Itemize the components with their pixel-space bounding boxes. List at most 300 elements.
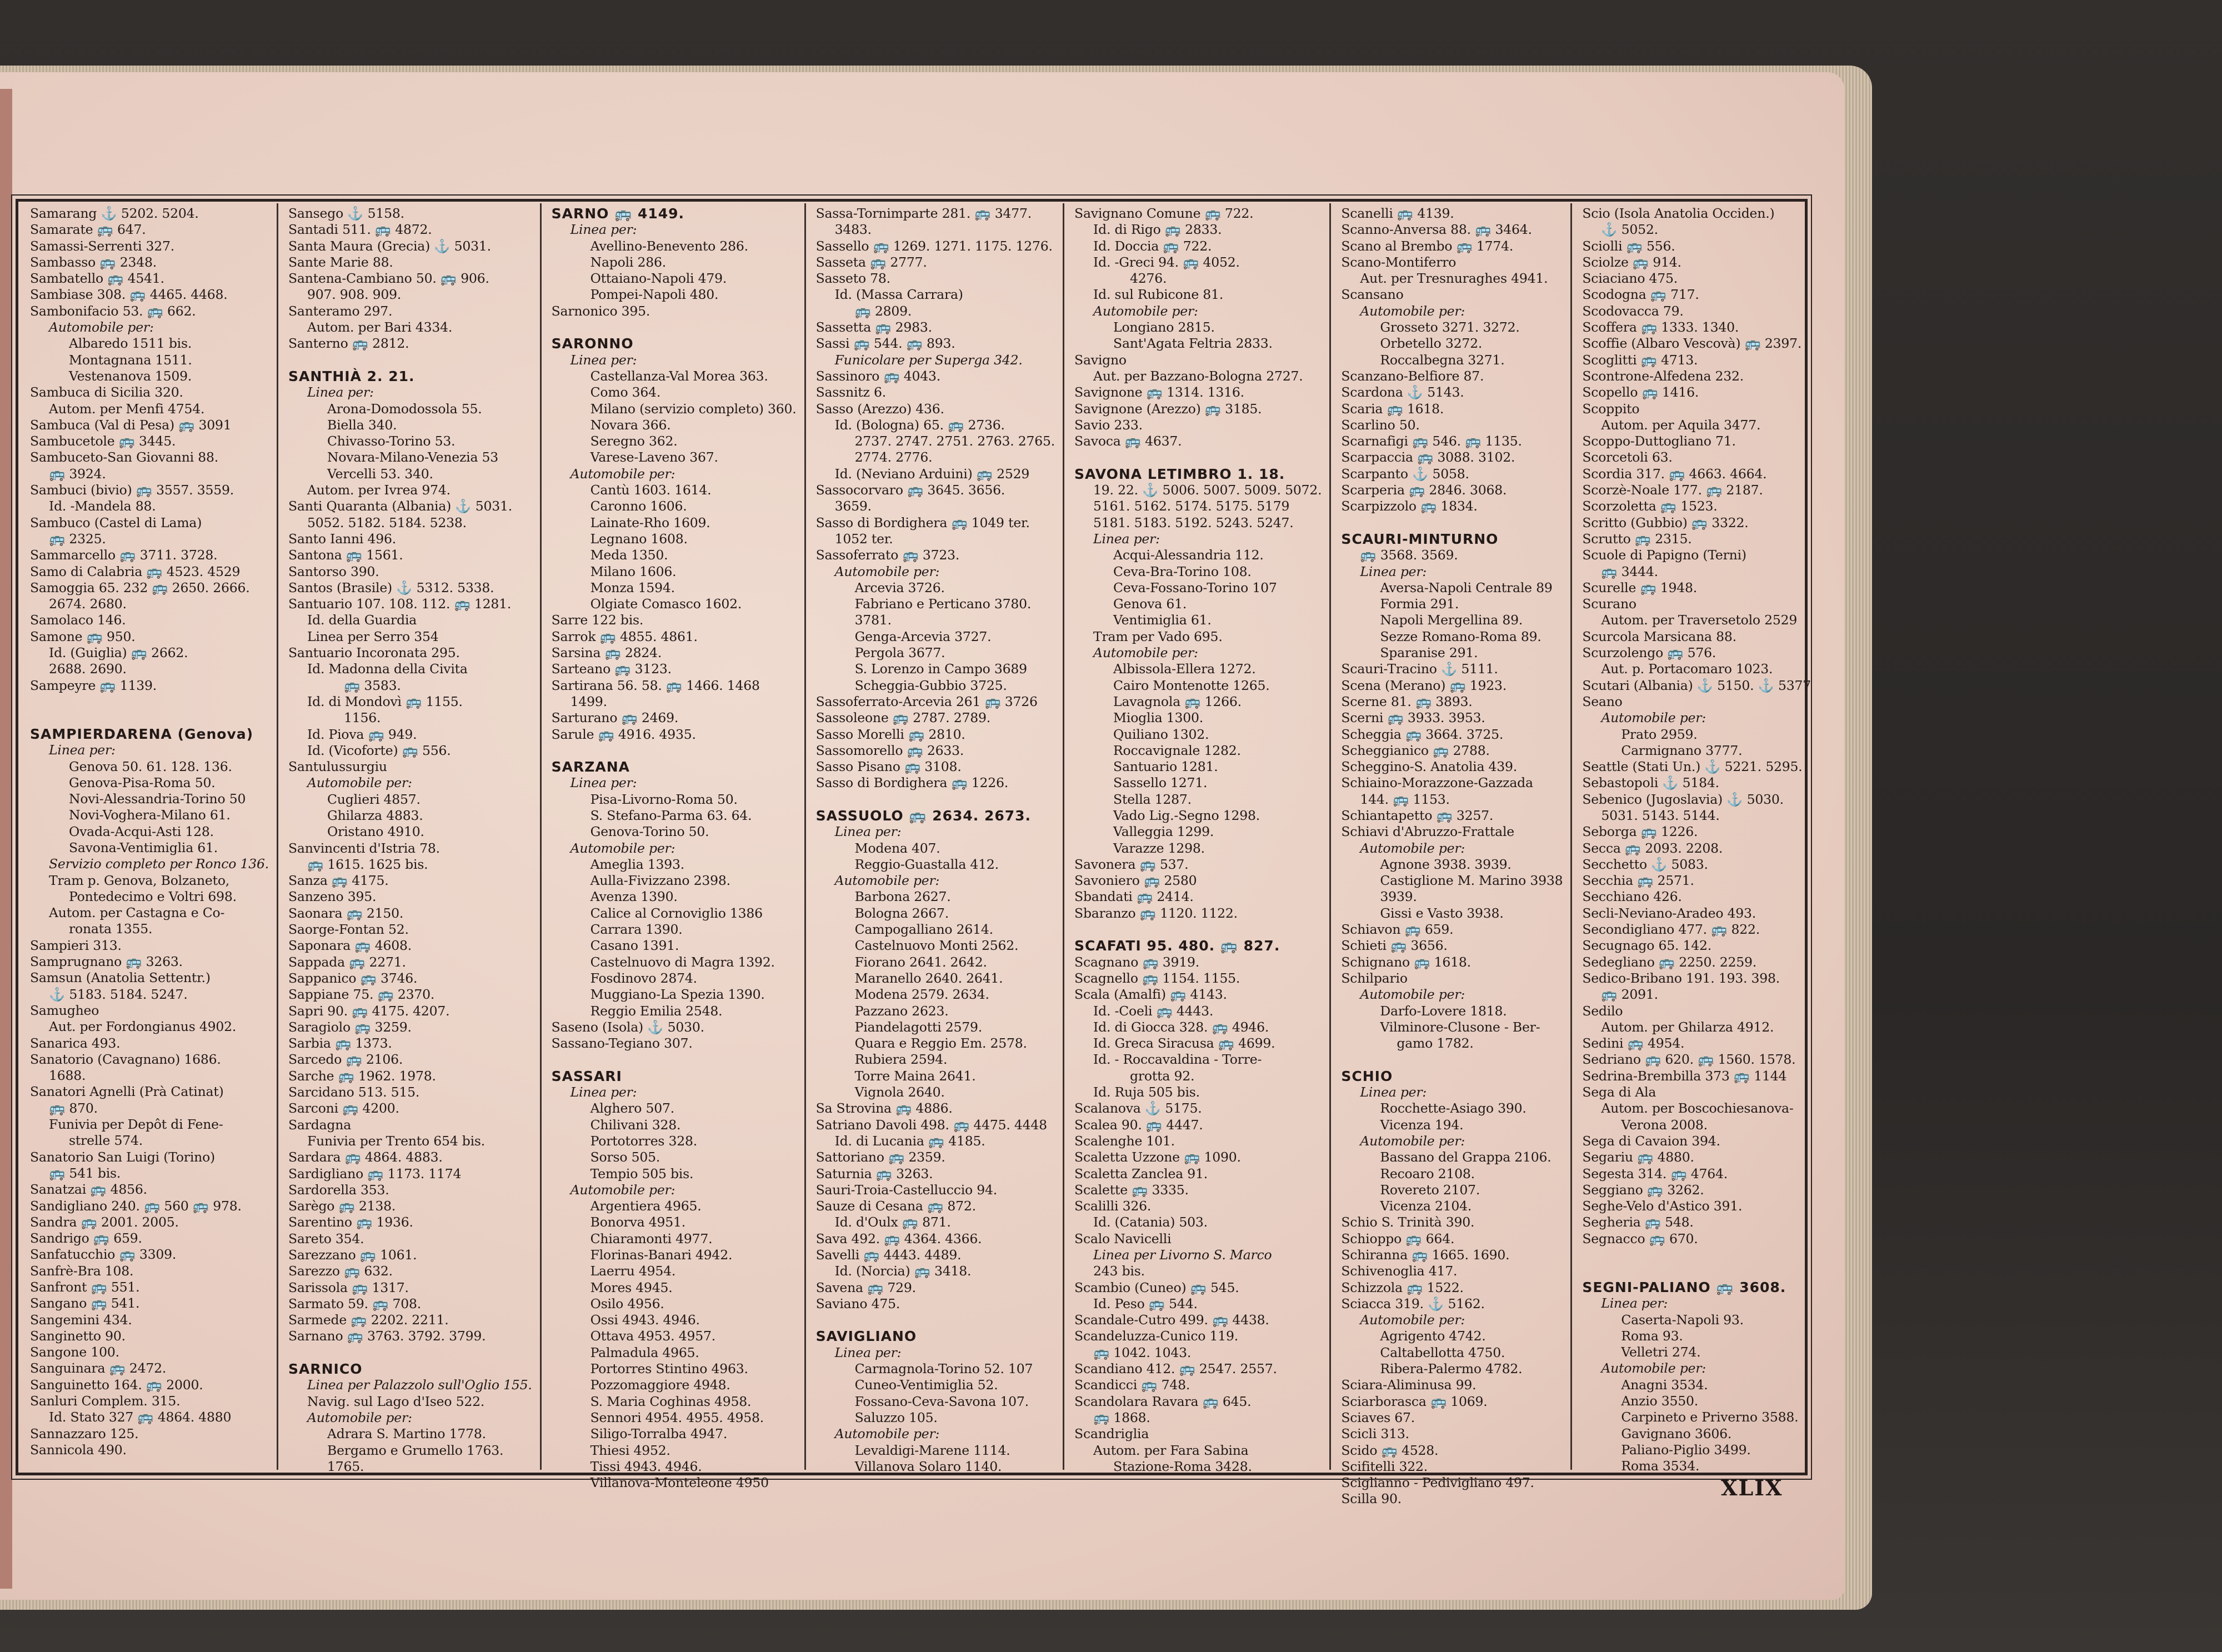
- index-entry: Sedini 🚌 4954.: [1582, 1035, 1685, 1052]
- index-entry: Sarezzo 🚌 632.: [288, 1263, 393, 1279]
- index-entry: Sanvincenti d'Istria 78.: [288, 840, 440, 856]
- index-entry: 5031. 5143. 5144.: [1601, 807, 1720, 823]
- index-entry: Pisa-Livorno-Roma 50.: [590, 791, 738, 807]
- index-entry: Segariu 🚌 4880.: [1582, 1149, 1694, 1165]
- index-entry: Bergamo e Grumello 1763.: [327, 1442, 504, 1458]
- index-entry: Sannazzaro 125.: [30, 1425, 139, 1441]
- index-entry: Automobile per:: [834, 563, 940, 579]
- index-entry: Automobile per:: [570, 1182, 675, 1198]
- index-entry: Linea per Livorno S. Marco: [1093, 1247, 1272, 1263]
- index-column-6: [1331, 203, 1572, 1507]
- index-entry: Linea per:: [570, 775, 637, 791]
- index-entry: Scalette 🚌 3335.: [1074, 1182, 1189, 1198]
- index-entry: Albissola-Ellera 1272.: [1113, 661, 1256, 677]
- index-entry: Arcevia 3726.: [854, 579, 945, 595]
- index-entry: Castelnuovo di Magra 1392.: [590, 954, 775, 970]
- index-entry: Sambuca (Val di Pesa) 🚌 3091: [30, 417, 232, 433]
- index-entry: Villanova Solaro 1140.: [854, 1458, 1002, 1474]
- index-entry: Ovada-Acqui-Asti 128.: [69, 823, 214, 839]
- index-entry: Scaletta Uzzone 🚌 1090.: [1074, 1149, 1241, 1165]
- index-entry: 2737. 2747. 2751. 2763. 2765.: [854, 433, 1055, 449]
- index-entry: Sassomorello 🚌 2633.: [815, 742, 964, 758]
- index-entry: Automobile per:: [1360, 1133, 1465, 1149]
- index-entry: Secchia 🚌 2571.: [1582, 873, 1694, 889]
- index-entry: Novi-Voghera-Milano 61.: [69, 807, 231, 823]
- index-entry: 3781.: [854, 612, 892, 628]
- index-entry: Sanfatucchio 🚌 3309.: [30, 1246, 177, 1263]
- index-entry: Savoniero 🚌 2580: [1074, 873, 1197, 889]
- index-entry: Aversa-Napoli Centrale 89: [1380, 579, 1553, 595]
- index-entry: Scano-Montiferro: [1341, 254, 1457, 270]
- index-entry: Sciolze 🚌 914.: [1582, 254, 1681, 270]
- index-entry: Samassi-Serrenti 327.: [30, 238, 175, 254]
- index-entry: Stella 1287.: [1113, 791, 1192, 807]
- index-entry: Scheggia-Gubbio 3725.: [854, 677, 1007, 693]
- index-entry: Ceva-Fossano-Torino 107: [1113, 579, 1277, 595]
- index-entry: Sassinoro 🚌 4043.: [815, 368, 941, 384]
- index-entry: Savonera 🚌 537.: [1074, 856, 1189, 872]
- index-entry: Sorso 505.: [590, 1149, 660, 1165]
- index-entry: Aut. per Bazzano-Bologna 2727.: [1093, 368, 1303, 384]
- index-entry: Scheggianico 🚌 2788.: [1341, 742, 1490, 758]
- station-heading: SCAURI-MINTURNO: [1341, 530, 1499, 547]
- index-entry: Cuglieri 4857.: [327, 791, 421, 807]
- index-entry: Scopello 🚌 1416.: [1582, 384, 1699, 401]
- page-number: XLIX: [1721, 1475, 1783, 1500]
- index-entry: Samo di Calabria 🚌 4523. 4529: [30, 563, 241, 579]
- index-entry: Id. Stato 327 🚌 4864. 4880: [49, 1409, 232, 1425]
- index-entry: Quara e Reggio Em. 2578.: [854, 1035, 1027, 1052]
- index-entry: Sanluri Complem. 315.: [30, 1393, 181, 1409]
- index-entry: 243 bis.: [1093, 1263, 1145, 1279]
- index-entry: Linea per:: [1093, 530, 1160, 547]
- index-entry: Santadi 511. 🚌 4872.: [288, 222, 432, 238]
- index-entry: Novara-Milano-Venezia 53: [327, 449, 499, 465]
- index-entry: Ottava 4953. 4957.: [590, 1328, 715, 1344]
- index-entry: Santi Quaranta (Albania) ⚓ 5031.: [288, 498, 513, 514]
- index-entry: Scoppito: [1582, 401, 1640, 417]
- index-entry: Seborga 🚌 1226.: [1582, 824, 1698, 840]
- index-entry: Scerni 🚌 3933. 3953.: [1341, 710, 1485, 726]
- index-entry: Agnone 3938. 3939.: [1380, 856, 1512, 872]
- index-entry: Sambuca di Sicilia 320.: [30, 384, 183, 401]
- index-entry: Scoppo-Duttogliano 71.: [1582, 433, 1736, 449]
- index-entry: Secchetto ⚓ 5083.: [1582, 856, 1708, 872]
- index-entry: Sasso Morelli 🚌 2810.: [815, 726, 965, 742]
- index-entry: Reggio-Guastalla 412.: [854, 856, 999, 872]
- index-entry: Id. Piova 🚌 949.: [307, 726, 417, 742]
- index-entry: Sega di Cavaion 394.: [1582, 1133, 1720, 1149]
- index-entry: Sangemini 434.: [30, 1311, 132, 1328]
- index-entry: Scontrone-Alfedena 232.: [1582, 368, 1744, 384]
- index-entry: Napoli Mergellina 89.: [1380, 612, 1523, 628]
- index-entry: Segheria 🚌 548.: [1582, 1214, 1694, 1230]
- index-entry: Secchiano 426.: [1582, 889, 1682, 905]
- index-entry: Linea per:: [1360, 1084, 1427, 1100]
- index-entry: Genova-Torino 50.: [590, 824, 709, 840]
- spacer: [1582, 1247, 1811, 1279]
- index-entry: Anzio 3550.: [1621, 1393, 1699, 1409]
- index-entry: Genova 50. 61. 128. 136.: [69, 758, 232, 774]
- index-entry: Vilminore-Clusone - Ber-: [1380, 1019, 1540, 1035]
- index-entry: Schilpario: [1341, 970, 1408, 986]
- station-heading: SCHIO: [1341, 1068, 1393, 1084]
- index-entry: strelle 574.: [69, 1133, 143, 1149]
- index-entry: Sassello 🚌 1269. 1271. 1175. 1276.: [815, 238, 1053, 254]
- index-entry: Sappada 🚌 2271.: [288, 954, 406, 970]
- index-entry: Autom. per Castagna e Co-: [49, 905, 225, 921]
- index-entry: Sattoriano 🚌 2359.: [815, 1149, 945, 1165]
- index-entry: Cairo Montenotte 1265.: [1113, 677, 1270, 693]
- index-entry: Savona-Ventimiglia 61.: [69, 839, 218, 855]
- index-entry: Savena 🚌 729.: [815, 1279, 916, 1295]
- index-entry: Scalea 90. 🚌 4447.: [1074, 1117, 1203, 1133]
- index-entry: 5161. 5162. 5174. 5175. 5179: [1093, 498, 1290, 514]
- index-entry: Automobile per:: [1601, 710, 1706, 726]
- station-heading: SARNO 🚌 4149.: [551, 206, 685, 222]
- index-entry: Calice al Cornoviglio 1386: [590, 905, 763, 921]
- index-entry: Scido 🚌 4528.: [1341, 1442, 1439, 1458]
- index-entry: 🚌 3444.: [1601, 563, 1658, 579]
- index-entry: 2674. 2680.: [49, 596, 127, 612]
- index-entry: Sareto 354.: [288, 1230, 364, 1246]
- index-entry: Monza 1594.: [590, 579, 675, 595]
- index-entry: Autom. per Boscochiesanova-: [1601, 1100, 1794, 1117]
- index-entry: Stazione-Roma 3428.: [1113, 1458, 1252, 1474]
- index-entry: Id. Doccia 🚌 722.: [1093, 238, 1212, 254]
- index-entry: Autom. per Ivrea 974.: [307, 482, 451, 498]
- index-entry: Sassello 1271.: [1113, 775, 1208, 791]
- index-entry: Verona 2008.: [1621, 1117, 1708, 1133]
- index-entry: Sambuci (bivio) 🚌 3557. 3559.: [30, 482, 234, 498]
- index-entry: Albaredo 1511 bis.: [69, 336, 192, 352]
- index-entry: Florinas-Banari 4942.: [590, 1247, 733, 1263]
- index-entry: Aut. per Tresnuraghes 4941.: [1360, 271, 1548, 287]
- spacer: [552, 743, 797, 759]
- index-entry: Seano: [1582, 693, 1623, 709]
- spacer: [552, 1052, 797, 1068]
- index-entry: Vicenza 2104.: [1380, 1198, 1472, 1214]
- index-entry: Sarrok 🚌 4855. 4861.: [551, 628, 698, 644]
- index-entry: Rovereto 2107.: [1380, 1182, 1480, 1198]
- index-entry: Scarpaccia 🚌 3088. 3102.: [1341, 449, 1515, 465]
- station-heading: SARNICO: [288, 1361, 363, 1378]
- index-entry: Tissi 4943. 4946.: [590, 1458, 702, 1474]
- index-entry: Sasseto 78.: [815, 271, 890, 287]
- index-entry: 🚌 1615. 1625 bis.: [307, 856, 428, 872]
- index-entry: Id. Madonna della Civita: [307, 661, 468, 677]
- index-entry: S. Maria Coghinas 4958.: [590, 1393, 752, 1409]
- index-entry: 2774. 2776.: [854, 449, 933, 465]
- index-entry: Scuole di Papigno (Terni): [1582, 547, 1746, 563]
- index-entry: 1765.: [327, 1458, 364, 1474]
- index-entry: Santeramo 297.: [288, 303, 393, 319]
- index-entry: Linea per:: [570, 352, 637, 368]
- index-entry: Modena 407.: [854, 840, 940, 856]
- index-entry: Sarnano 🚌 3763. 3792. 3799.: [288, 1328, 486, 1344]
- index-entry: Linea per:: [49, 742, 116, 758]
- spacer: [552, 319, 797, 336]
- index-entry: 🚌 541 bis.: [49, 1165, 121, 1181]
- index-entry: Chivasso-Torino 53.: [327, 433, 456, 449]
- index-entry: 🚌 3583.: [344, 677, 401, 693]
- index-entry: Varese-Laveno 367.: [590, 449, 718, 465]
- index-entry: Automobile per:: [49, 319, 154, 336]
- index-entry: Savigno: [1074, 352, 1127, 368]
- index-entry: 1052 ter.: [834, 530, 893, 547]
- index-entry: Sedico-Bribano 191. 193. 398.: [1582, 970, 1780, 986]
- index-entry: Oristano 4910.: [327, 824, 424, 840]
- index-entry: Paliano-Piglio 3499.: [1621, 1441, 1751, 1458]
- index-entry: Palmadula 4965.: [590, 1344, 699, 1360]
- index-entry: Id. -Greci 94. 🚌 4052.: [1093, 254, 1240, 270]
- index-entry: Avenza 1390.: [590, 889, 678, 905]
- index-entry: Sanzeno 395.: [288, 889, 377, 905]
- index-entry: Automobile per:: [570, 465, 675, 482]
- index-entry: Scambio (Cuneo) 🚌 545.: [1074, 1279, 1239, 1295]
- station-heading: SAVIGLIANO: [815, 1328, 917, 1345]
- index-entry: Muggiano-La Spezia 1390.: [590, 987, 765, 1003]
- index-entry: Ossi 4943. 4946.: [590, 1312, 700, 1328]
- index-entry: Automobile per:: [834, 873, 940, 889]
- index-entry: Scarperia 🚌 2846. 3068.: [1341, 482, 1507, 498]
- index-entry: Saseno (Isola) ⚓ 5030.: [551, 1019, 704, 1035]
- index-entry: Formia 291.: [1380, 596, 1459, 612]
- index-entry: Sciaciano 475.: [1582, 271, 1678, 287]
- index-entry: Fossano-Ceva-Savona 107.: [854, 1393, 1029, 1409]
- index-entry: Santo Ianni 496.: [288, 530, 396, 547]
- index-entry: Sennori 4954. 4955. 4958.: [590, 1409, 764, 1425]
- station-heading: SASSUOLO 🚌 2634. 2673.: [815, 807, 1032, 824]
- index-entry: Varazze 1298.: [1113, 840, 1205, 856]
- index-entry: Orbetello 3272.: [1380, 336, 1483, 352]
- index-entry: Santuario Incoronata 295.: [288, 645, 460, 661]
- station-heading: SAVONA LETIMBRO 1. 18.: [1074, 465, 1285, 482]
- index-entry: Id. (Catania) 503.: [1093, 1214, 1208, 1230]
- index-entry: Secli-Neviano-Aradeo 493.: [1582, 905, 1756, 921]
- index-entry: Sedriano 🚌 620. 🚌 1560. 1578.: [1582, 1052, 1796, 1068]
- index-entry: Sannicola 490.: [30, 1441, 127, 1458]
- index-entry: Darfo-Lovere 1818.: [1380, 1003, 1507, 1019]
- index-entry: Sampieri 313.: [30, 937, 122, 953]
- index-entry: Automobile per:: [1093, 303, 1198, 319]
- index-entry: 🚌 1042. 1043.: [1093, 1344, 1192, 1360]
- index-entry: Rubiera 2594.: [854, 1052, 948, 1068]
- index-entry: Autom. per Traversetolo 2529: [1601, 612, 1798, 628]
- index-entry: Sciolli 🚌 556.: [1582, 238, 1675, 254]
- index-entry: Sandra 🚌 2001. 2005.: [30, 1214, 179, 1230]
- index-entry: Sauze di Cesana 🚌 872.: [815, 1198, 976, 1214]
- index-entry: Reggio Emilia 2548.: [590, 1003, 723, 1019]
- index-entry: Sambuceto-San Giovanni 88.: [30, 449, 219, 465]
- spacer: [1074, 922, 1322, 938]
- index-entry: Sanatori Agnelli (Prà Catinat): [30, 1084, 224, 1100]
- index-entry: Laerru 4954.: [590, 1263, 676, 1279]
- index-entry: Saluzzo 105.: [854, 1409, 938, 1425]
- index-entry: Sanza 🚌 4175.: [288, 873, 389, 889]
- index-entry: Scurzolengo 🚌 576.: [1582, 645, 1716, 661]
- index-entry: Sebastopoli ⚓ 5184.: [1582, 775, 1719, 791]
- index-entry: Bologna 2667.: [854, 905, 949, 921]
- index-entry: Autom. per Menfi 4754.: [49, 401, 205, 417]
- index-entry: Sciarborasca 🚌 1069.: [1341, 1393, 1488, 1409]
- index-entry: Siligo-Torralba 4947.: [590, 1426, 728, 1442]
- index-entry: 🚌 2809.: [854, 303, 912, 319]
- index-entry: Cantù 1603. 1614.: [590, 482, 712, 498]
- index-entry: Sasseta 🚌 2777.: [815, 254, 927, 270]
- index-entry: Automobile per:: [307, 775, 412, 791]
- index-entry: Recoaro 2108.: [1380, 1165, 1475, 1182]
- index-entry: Sauri-Troia-Castelluccio 94.: [815, 1182, 997, 1198]
- index-entry: Scanzano-Belfiore 87.: [1341, 368, 1484, 384]
- index-entry: Grosseto 3271. 3272.: [1380, 319, 1520, 336]
- index-entry: Sampeyre 🚌 1139.: [30, 677, 157, 693]
- index-entry: Bassano del Grappa 2106.: [1380, 1149, 1552, 1165]
- index-entry: Scicli 313.: [1341, 1426, 1409, 1442]
- index-entry: Velletri 274.: [1621, 1344, 1701, 1360]
- index-entry: Olgiate Comasco 1602.: [590, 596, 742, 612]
- index-entry: Sassocorvaro 🚌 3645. 3656.: [815, 482, 1005, 498]
- index-entry: Avellino-Benevento 286.: [590, 238, 748, 254]
- index-entry: 3939.: [1380, 889, 1417, 905]
- index-entry: Sansego ⚓ 5158.: [288, 206, 404, 221]
- index-entry: Sanfront 🚌 551.: [30, 1279, 140, 1295]
- index-entry: Sassa-Tornimparte 281. 🚌 3477.: [815, 206, 1032, 221]
- index-entry: Sarmede 🚌 2202. 2211.: [288, 1312, 449, 1328]
- index-entry: Sanfrè-Bra 108.: [30, 1263, 134, 1279]
- index-entry: Tram per Vado 695.: [1093, 628, 1223, 644]
- index-entry: Autom. per Ghilarza 4912.: [1601, 1019, 1774, 1035]
- index-entry: Chiaramonti 4977.: [590, 1230, 713, 1246]
- spacer: [816, 1312, 1055, 1328]
- index-entry: Automobile per:: [834, 1426, 940, 1442]
- index-entry: Samone 🚌 950.: [30, 628, 136, 644]
- index-entry: Linea per:: [307, 384, 374, 401]
- index-entry: Vercelli 53. 340.: [327, 465, 433, 482]
- index-entry: Carpineto e Priverno 3588.: [1621, 1409, 1799, 1425]
- index-entry: Sarmato 59. 🚌 708.: [288, 1295, 422, 1311]
- index-entry: Satriano Davoli 498. 🚌 4475. 4448: [815, 1117, 1047, 1133]
- index-entry: Scardona ⚓ 5143.: [1341, 384, 1464, 401]
- index-entry: Saonara 🚌 2150.: [288, 905, 404, 921]
- index-entry: Genova 61.: [1113, 596, 1187, 612]
- index-entry: Scarpizzolo 🚌 1834.: [1341, 498, 1478, 514]
- index-entry: Gavignano 3606.: [1621, 1425, 1732, 1441]
- spacer: [1341, 1052, 1563, 1068]
- index-entry: Novi-Alessandria-Torino 50: [69, 791, 246, 807]
- index-entry: Arona-Domodossola 55.: [327, 401, 482, 417]
- index-column-4: [806, 203, 1064, 1474]
- index-entry: Aut. per Fordongianus 4902.: [49, 1019, 237, 1035]
- index-entry: Sasso di Bordighera 🚌 1226.: [815, 775, 1009, 791]
- index-entry: Savoca 🚌 4637.: [1074, 433, 1182, 449]
- index-entry: Sega di Ala: [1582, 1084, 1657, 1100]
- index-entry: Scorcetoli 63.: [1582, 449, 1673, 465]
- index-entry: Id. -Coeli 🚌 4443.: [1093, 1003, 1214, 1019]
- index-entry: Sbandati 🚌 2414.: [1074, 889, 1194, 905]
- index-entry: Sardagna: [288, 1117, 352, 1133]
- index-entry: Cuneo-Ventimiglia 52.: [854, 1377, 998, 1393]
- index-entry: Schiantapetto 🚌 3257.: [1341, 807, 1494, 823]
- index-entry: Ribera-Palermo 4782.: [1380, 1361, 1523, 1377]
- index-entry: Sassano-Tegiano 307.: [551, 1035, 693, 1052]
- station-heading: SASSARI: [551, 1068, 622, 1084]
- index-entry: 5052. 5182. 5184. 5238.: [307, 514, 467, 530]
- index-entry: Santona 🚌 1561.: [288, 547, 403, 563]
- index-entry: Argentiera 4965.: [590, 1198, 702, 1214]
- index-entry: Scandriglia: [1074, 1426, 1149, 1442]
- index-entry: Scaria 🚌 1618.: [1341, 401, 1444, 417]
- index-entry: Autom. per Bari 4334.: [307, 319, 453, 336]
- index-entry: Scheggia 🚌 3664. 3725.: [1341, 726, 1504, 742]
- index-entry: Id. sul Rubicone 81.: [1093, 287, 1224, 303]
- index-entry: Sarcidano 513. 515.: [288, 1084, 420, 1100]
- index-entry: Sardara 🚌 4864. 4883.: [288, 1149, 443, 1165]
- index-entry: Roccalbegna 3271.: [1380, 352, 1505, 368]
- index-entry: Samarang ⚓ 5202. 5204.: [30, 206, 199, 221]
- index-entry: Fabriano e Perticano 3780.: [854, 596, 1032, 612]
- spacer: [30, 694, 269, 726]
- index-entry: Samugheo: [30, 1002, 99, 1018]
- index-entry: Sciara-Aliminusa 99.: [1341, 1377, 1477, 1393]
- index-entry: 19. 22. ⚓ 5006. 5007. 5009. 5072.: [1093, 482, 1322, 498]
- index-entry: Linea per:: [1360, 563, 1427, 579]
- index-entry: Id. (Guiglia) 🚌 2662.: [49, 645, 188, 661]
- index-entry: Sparanise 291.: [1380, 645, 1478, 661]
- index-entry: Sanguinetto 164. 🚌 2000.: [30, 1376, 203, 1393]
- index-entry: Sasso Pisano 🚌 3108.: [815, 759, 962, 775]
- index-entry: Id. Ruja 505 bis.: [1093, 1084, 1200, 1100]
- index-entry: Santorso 390.: [288, 563, 379, 579]
- index-column-3: [542, 203, 806, 1491]
- index-entry: Secugnago 65. 142.: [1582, 938, 1712, 954]
- index-entry: Carmagnola-Torino 52. 107: [854, 1361, 1033, 1377]
- index-entry: Id. - Roccavaldina - Torre-: [1093, 1052, 1262, 1068]
- index-entry: Savignone (Arezzo) 🚌 3185.: [1074, 401, 1262, 417]
- index-entry: Automobile per:: [1360, 987, 1465, 1003]
- index-entry: Caltabellotta 4750.: [1380, 1344, 1505, 1360]
- index-entry: Sandigliano 240. 🚌 560 🚌 978.: [30, 1198, 242, 1214]
- index-entry: Mioglia 1300.: [1113, 710, 1204, 726]
- index-entry: Montagnana 1511.: [69, 352, 192, 368]
- index-entry: Santulussurgiu: [288, 759, 387, 775]
- index-entry: Scandolara Ravara 🚌 645.: [1074, 1393, 1252, 1409]
- index-entry: Schioppo 🚌 664.: [1341, 1230, 1455, 1246]
- spacer: [288, 352, 532, 368]
- index-entry: Linea per:: [570, 1084, 637, 1100]
- index-entry: Scurcola Marsicana 88.: [1582, 628, 1736, 644]
- index-entry: Acqui-Alessandria 112.: [1113, 547, 1264, 563]
- index-entry: Alghero 507.: [590, 1100, 674, 1117]
- index-entry: Caronno 1606.: [590, 498, 687, 514]
- index-entry: Scauri-Tracino ⚓ 5111.: [1341, 661, 1498, 677]
- index-entry: Sammarcello 🚌 3711. 3728.: [30, 547, 218, 563]
- index-entry: 144. 🚌 1153.: [1360, 791, 1450, 807]
- index-entry: Seattle (Stati Un.) ⚓ 5221. 5295.: [1582, 759, 1803, 775]
- index-entry: Funicolare per Superga 342.: [834, 352, 1023, 368]
- index-entry: Santos (Brasile) ⚓ 5312. 5338.: [288, 579, 494, 595]
- index-entry: Sanginetto 90.: [30, 1328, 126, 1344]
- index-entry: Scodovacca 79.: [1582, 303, 1684, 319]
- index-entry: Castiglione M. Marino 3938: [1380, 873, 1563, 889]
- index-entry: Automobile per:: [570, 840, 675, 856]
- index-entry: Secca 🚌 2093. 2208.: [1582, 840, 1723, 856]
- index-entry: Meda 1350.: [590, 547, 668, 563]
- index-entry: Scoglitti 🚌 4713.: [1582, 352, 1698, 368]
- index-entry: Tempio 505 bis.: [590, 1165, 694, 1182]
- index-entry: Sarcedo 🚌 2106.: [288, 1052, 403, 1068]
- index-entry: Sarule 🚌 4916. 4935.: [551, 726, 696, 742]
